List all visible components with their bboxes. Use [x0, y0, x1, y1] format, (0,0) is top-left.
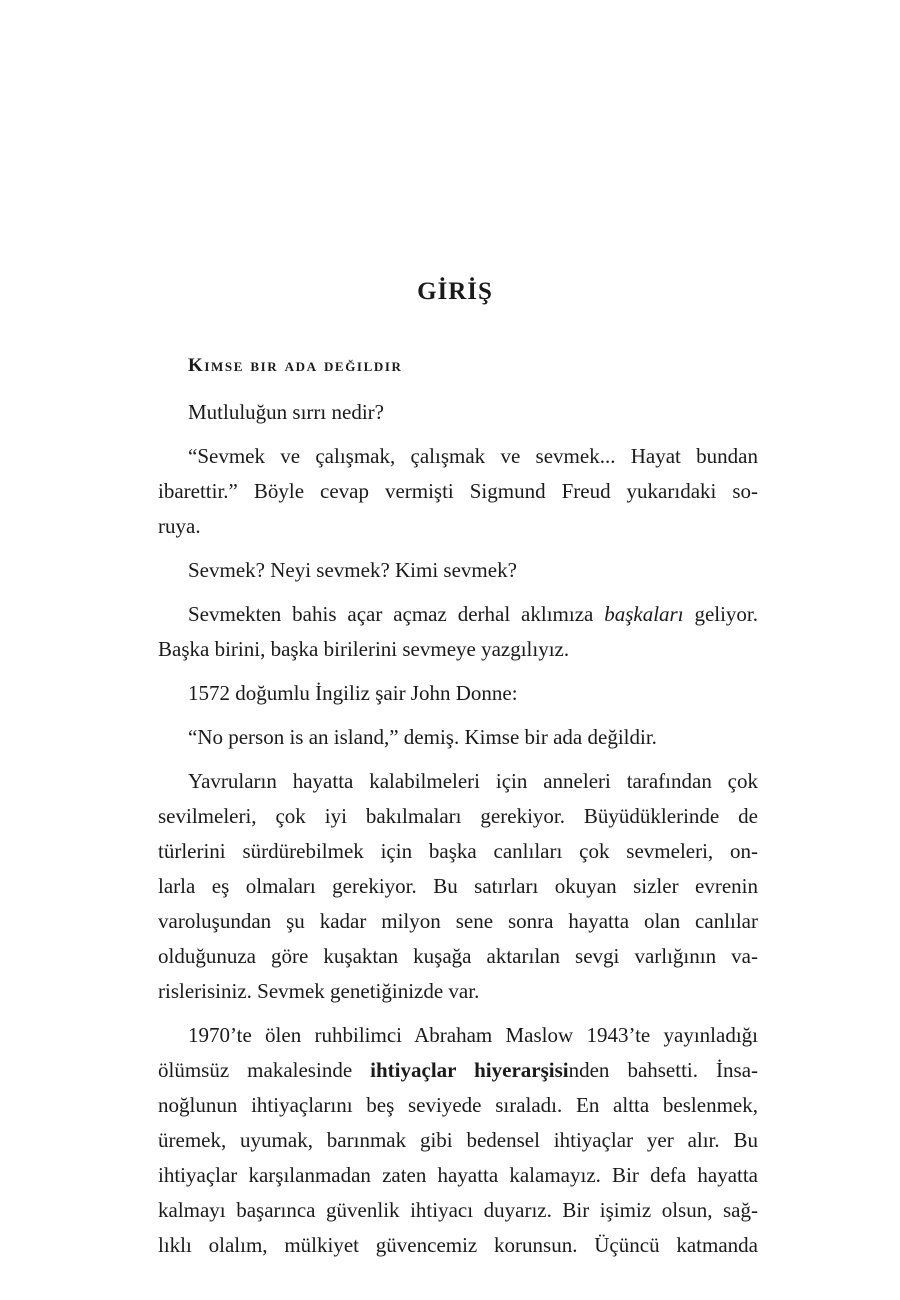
paragraph-line: “No person is an island,” demiş. Kimse bir ada değildir. [188, 725, 657, 749]
paragraph-line: Sevmek? Neyi sevmek? Kimi sevmek? [188, 558, 517, 582]
paragraph-line: Mutluluğun sırrı nedir? [188, 400, 384, 424]
bold-term: ihtiyaçlar hiyerarşisi [370, 1058, 569, 1082]
paragraph-line: ibarettir.” Böyle cevap vermişti Sigmund Freud yukarıdaki so- [158, 479, 758, 503]
section-heading: Kimse bir ada değildir [188, 355, 403, 376]
paragraph-line: üremek, uyumak, barınmak gibi bedensel ihtiyaçlar yer alır. Bu [158, 1128, 758, 1152]
paragraph-line: ruya. [158, 514, 201, 538]
body-text [158, 395, 758, 1263]
paragraph-line: larla eş olmaları gerekiyor. Bu satırları okuyan sizler evrenin [158, 874, 758, 898]
text-run: ölümsüz makalesinde [158, 1058, 353, 1082]
paragraph-line: Başka birini, başka birilerini sevmeye yazgılıyız. [158, 637, 570, 661]
paragraph-line: olduğunuza göre kuşaktan kuşağa aktarılan sevgi varlığının va- [158, 944, 758, 968]
paragraph-line: türlerini sürdürebilmek için başka canlıları çok sevmeleri, on- [158, 839, 758, 863]
paragraph-line: sevilmeleri, çok iyi bakılmaları gerekiyor. Büyüdüklerinde de [158, 804, 758, 828]
text-run: Sevmekten bahis açar açmaz derhal aklımıza [188, 602, 594, 626]
paragraph-line [158, 597, 758, 632]
paragraph-line [158, 1053, 758, 1088]
paragraph-line: lıklı olalım, mülkiyet güvencemiz korunsun. Üçüncü katmanda [158, 1233, 758, 1257]
paragraph-line: “Sevmek ve çalışmak, çalışmak ve sevmek... Hayat bundan [188, 444, 758, 468]
paragraph-line: 1970’te ölen ruhbilimci Abraham Maslow 1943’te yayınladığı [188, 1023, 758, 1047]
text-run: nden bahsetti. İnsa- [568, 1058, 759, 1082]
paragraph-line: 1572 doğumlu İngiliz şair John Donne: [188, 681, 518, 705]
paragraph-line: rislerisiniz. Sevmek genetiğinizde var. [158, 979, 480, 1003]
text-run: geliyor. [694, 602, 759, 626]
paragraph-line: varoluşundan şu kadar milyon sene sonra hayatta olan canlılar [158, 909, 758, 933]
paragraph-line: noğlunun ihtiyaçlarını beş seviyede sıraladı. En altta beslenmek, [158, 1093, 758, 1117]
chapter-title: GİRİŞ [417, 278, 493, 305]
paragraph-line: kalmayı başarınca güvenlik ihtiyacı duyarız. Bir işimiz olsun, sağ- [158, 1198, 758, 1222]
paragraph-line: Yavruların hayatta kalabilmeleri için anneleri tarafından çok [188, 769, 758, 793]
paragraph-line: ihtiyaçlar karşılanmadan zaten hayatta kalamayız. Bir defa hayatta [158, 1163, 758, 1187]
emphasized-word: başkaları [604, 602, 684, 626]
